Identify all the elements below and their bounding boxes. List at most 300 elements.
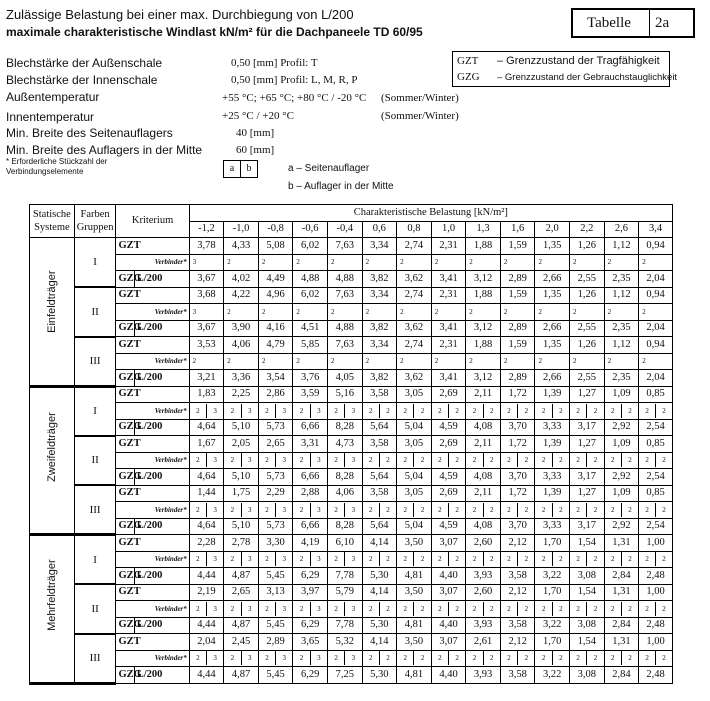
fastener-value: 2 (645, 654, 649, 663)
criterion-l200: L/200 (134, 370, 189, 387)
fastener-value: 2 (541, 505, 546, 514)
fastener-value: 2 (611, 604, 615, 613)
fastener-count (431, 254, 466, 271)
fastener-count (362, 551, 397, 568)
fastener-value: 2 (296, 258, 300, 267)
fastener-count (639, 650, 673, 667)
fastener-count (466, 403, 501, 420)
gzg-value: 4,64 (189, 419, 224, 436)
gzt-value: 1,27 (570, 485, 605, 502)
fastener-count (397, 452, 432, 469)
fastener-count (431, 551, 466, 568)
document-title: Zulässige Belastung bei einer max. Durchbiegung von L/200 (6, 7, 354, 22)
fastener-count (604, 601, 639, 618)
fastener-value: 2 (368, 505, 373, 514)
gzt-value: 3,30 (258, 535, 293, 552)
criterion-l200: L/200 (134, 617, 189, 634)
fastener-value: 2 (413, 503, 430, 517)
gzg-value: 3,58 (500, 568, 535, 585)
gzg-value: 8,28 (327, 419, 362, 436)
fastener-value: 2 (448, 552, 465, 566)
fastener-value: 2 (507, 406, 511, 415)
gzg-value: 7,78 (327, 617, 362, 634)
fastener-count (293, 452, 328, 469)
fastener-value: 2 (552, 503, 569, 517)
fastener-count (639, 304, 673, 321)
fastener-value: 2 (642, 307, 646, 316)
gzg-value: 3,33 (535, 469, 570, 486)
fastener-value: 3 (241, 651, 258, 665)
fastener-count (397, 254, 432, 271)
fastener-value: 2 (586, 404, 603, 418)
fastener-count (570, 403, 605, 420)
fastener-count (535, 502, 570, 519)
gzg-value: 8,28 (327, 518, 362, 535)
load-value-header: 1,6 (500, 221, 535, 238)
fastener-count (570, 452, 605, 469)
fastener-value: 2 (379, 651, 396, 665)
load-value-header: -0,4 (327, 221, 362, 238)
fastener-value: 2 (655, 503, 672, 517)
load-value-header: 2,2 (570, 221, 605, 238)
fastener-count (224, 650, 259, 667)
fastener-value: 2 (576, 604, 580, 613)
gzg-value: 4,88 (327, 320, 362, 337)
legend-code: GZT (457, 55, 479, 67)
fastener-count (570, 304, 605, 321)
gzg-value: 4,05 (327, 370, 362, 387)
fastener-value: 2 (655, 602, 672, 616)
gzt-value: 5,79 (327, 584, 362, 601)
gzt-value: 5,32 (327, 634, 362, 651)
group-id: I (74, 238, 116, 288)
param-note: (Sommer/Winter) (381, 92, 459, 104)
fastener-value: 2 (645, 604, 649, 613)
criterion-gzt: GZT (116, 337, 189, 354)
gzt-value: 3,07 (431, 535, 466, 552)
gzt-value: 3,58 (362, 386, 397, 403)
legend-box (452, 51, 678, 87)
gzg-value: 3,82 (362, 320, 397, 337)
criterion-l200: L/200 (134, 419, 189, 436)
gzt-value: 3,59 (293, 386, 328, 403)
gzt-value: 3,65 (293, 634, 328, 651)
gzg-value: 3,67 (189, 320, 224, 337)
gzg-value: 3,33 (535, 518, 570, 535)
gzt-value: 4,14 (362, 535, 397, 552)
fastener-count (258, 452, 293, 469)
fastener-count (362, 452, 397, 469)
gzg-value: 2,66 (535, 370, 570, 387)
fastener-value: 2 (472, 555, 477, 564)
gzg-value: 2,04 (639, 370, 673, 387)
criterion-fasteners: Verbinder* (116, 353, 189, 370)
gzg-value: 2,89 (500, 320, 535, 337)
fastener-count (466, 551, 501, 568)
gzt-value: 3,58 (362, 436, 397, 453)
gzg-value: 5,64 (362, 518, 397, 535)
gzt-value: 0,94 (639, 238, 673, 255)
fastener-value: 3 (275, 651, 292, 665)
gzt-value: 2,61 (466, 634, 501, 651)
fastener-value: 2 (434, 357, 439, 366)
gzg-value: 5,04 (397, 469, 432, 486)
gzt-value: 2,74 (397, 238, 432, 255)
fastener-count (604, 254, 639, 271)
fastener-value: 2 (400, 307, 404, 316)
fastener-count (500, 452, 535, 469)
gzg-value: 4,02 (224, 271, 259, 288)
gzg-value: 5,10 (224, 469, 259, 486)
fastener-value: 2 (507, 505, 511, 514)
gzg-value: 5,64 (362, 469, 397, 486)
fastener-count (431, 452, 466, 469)
gzt-value: 2,60 (466, 535, 501, 552)
gzg-value: 4,81 (397, 617, 432, 634)
fastener-value: 2 (552, 651, 569, 665)
gzg-value: 4,16 (258, 320, 293, 337)
fastener-value: 2 (368, 654, 373, 663)
gzg-value: 3,62 (397, 370, 432, 387)
gzg-value: 4,87 (224, 667, 259, 684)
criterion-l200: L/200 (134, 568, 189, 585)
gzt-value: 1,44 (189, 485, 224, 502)
param-value: +25 °C / +20 °C (222, 110, 294, 122)
fastener-count (604, 304, 639, 321)
fastener-value: 3 (206, 503, 223, 517)
fastener-count (604, 403, 639, 420)
table-number-box (571, 8, 695, 38)
legend-desc: – Grenzzustand der Gebrauchstauglichkeit (497, 72, 678, 83)
fastener-value: 2 (400, 357, 404, 366)
fastener-value: 2 (296, 357, 300, 366)
gzt-value: 1,54 (570, 535, 605, 552)
gzt-value: 1,35 (535, 337, 570, 354)
gzg-value: 3,41 (431, 370, 466, 387)
fastener-value: 2 (299, 654, 304, 663)
gzt-value: 2,28 (189, 535, 224, 552)
criterion-l200: L/200 (134, 320, 189, 337)
gzt-value: 1,12 (604, 238, 639, 255)
gzg-value: 2,35 (604, 320, 639, 337)
header-load: Charakteristische Belastung [kN/m²] (189, 205, 672, 222)
gzg-value: 2,04 (639, 271, 673, 288)
criterion-fasteners: Verbinder* (116, 403, 189, 420)
fastener-value: 2 (538, 357, 542, 366)
fastener-value: 2 (586, 651, 603, 665)
gzg-value: 2,89 (500, 271, 535, 288)
gzg-value: 6,29 (293, 667, 328, 684)
fastener-count (500, 403, 535, 420)
fastener-value: 2 (576, 555, 580, 564)
fastener-value: 2 (265, 406, 269, 415)
fastener-value: 2 (507, 604, 511, 613)
fastener-value: 2 (586, 552, 603, 566)
fastener-value: 3 (310, 651, 327, 665)
fastener-count (639, 601, 673, 618)
gzg-value: 2,04 (639, 320, 673, 337)
group-id: II (74, 287, 116, 337)
gzt-value: 7,63 (327, 337, 362, 354)
fastener-value: 2 (438, 555, 442, 564)
fastener-count (500, 353, 535, 370)
fastener-count (327, 353, 362, 370)
gzt-value: 0,85 (639, 386, 673, 403)
fastener-value: 3 (241, 503, 258, 517)
gzg-value: 6,29 (293, 568, 328, 585)
fastener-value: 2 (299, 406, 304, 415)
fastener-value: 2 (472, 604, 477, 613)
gzg-value: 6,66 (293, 518, 328, 535)
criterion-gzg: GZG (116, 271, 134, 288)
gzt-value: 4,96 (258, 287, 293, 304)
fastener-value: 2 (655, 651, 672, 665)
load-value-header: 2,6 (604, 221, 639, 238)
load-table (29, 204, 673, 685)
gzt-value: 3,50 (397, 634, 432, 651)
group-id: II (74, 436, 116, 486)
fastener-count (535, 353, 570, 370)
criterion-gzt: GZT (116, 535, 189, 552)
gzg-value: 3,22 (535, 617, 570, 634)
fastener-count (397, 353, 432, 370)
fastener-count (604, 650, 639, 667)
fastener-count (258, 551, 293, 568)
fastener-count (431, 353, 466, 370)
fastener-value: 3 (344, 602, 361, 616)
fastener-value: 2 (645, 456, 649, 465)
header-criterion: Kriterium (116, 205, 189, 238)
gzt-value: 2,19 (189, 584, 224, 601)
fastener-value: 2 (517, 404, 534, 418)
fastener-value: 3 (206, 404, 223, 418)
fastener-value: 2 (645, 505, 649, 514)
gzg-value: 3,62 (397, 320, 432, 337)
gzg-value: 3,70 (500, 518, 535, 535)
param-value: 40 [mm] (236, 127, 275, 139)
fastener-count (570, 551, 605, 568)
system-name (30, 535, 75, 684)
fastener-value: 3 (310, 404, 327, 418)
gzg-value: 4,08 (466, 419, 501, 436)
fastener-value: 2 (503, 307, 508, 316)
criterion-gzg: GZG (116, 617, 134, 634)
criterion-gzt: GZT (116, 238, 189, 255)
ab-box (223, 160, 258, 178)
fastener-value: 2 (403, 604, 408, 613)
fastener-count (224, 304, 259, 321)
criterion-fasteners: Verbinder* (116, 502, 189, 519)
fastener-value: 2 (483, 651, 500, 665)
fastener-value: 2 (227, 258, 231, 267)
gzg-value: 2,35 (604, 370, 639, 387)
fastener-count (327, 304, 362, 321)
fastener-value: 2 (541, 456, 546, 465)
ab-legend-a: a – Seitenauflager (288, 163, 370, 174)
gzt-value: 6,02 (293, 287, 328, 304)
gzt-value: 3,58 (362, 485, 397, 502)
fastener-count (397, 304, 432, 321)
fastener-value: 2 (438, 406, 442, 415)
gzt-value: 0,94 (639, 337, 673, 354)
criterion-gzg: GZG (116, 370, 134, 387)
fastener-value: 2 (438, 654, 442, 663)
fastener-value: 3 (344, 404, 361, 418)
gzg-value: 3,12 (466, 370, 501, 387)
fastener-count (189, 254, 224, 271)
fastener-value: 3 (275, 602, 292, 616)
footnote: * Erforderliche Stückzahl der Verbindungselemente (6, 157, 108, 176)
fastener-value: 2 (538, 307, 542, 316)
fastener-value: 2 (611, 654, 615, 663)
gzt-value: 4,06 (327, 485, 362, 502)
fastener-count (535, 551, 570, 568)
fastener-value: 2 (541, 654, 546, 663)
gzt-value: 3,07 (431, 584, 466, 601)
param-label: Innentemperatur (6, 110, 95, 124)
gzt-value: 6,10 (327, 535, 362, 552)
fastener-count (327, 254, 362, 271)
fastener-count (431, 304, 466, 321)
fastener-value: 2 (541, 604, 546, 613)
fastener-count (466, 353, 501, 370)
param-note: (Sommer/Winter) (381, 110, 459, 122)
system-name (30, 386, 75, 535)
fastener-value: 2 (413, 552, 430, 566)
gzt-value: 2,05 (224, 436, 259, 453)
gzg-value: 3,22 (535, 667, 570, 684)
fastener-count (224, 452, 259, 469)
gzg-value: 4,44 (189, 568, 224, 585)
gzt-value: 1,09 (604, 386, 639, 403)
gzg-value: 2,54 (639, 419, 673, 436)
fastener-count (293, 650, 328, 667)
fastener-value: 2 (365, 357, 370, 366)
gzg-value: 5,30 (362, 617, 397, 634)
fastener-value: 2 (261, 357, 266, 366)
gzt-value: 1,26 (570, 337, 605, 354)
gzg-value: 2,92 (604, 469, 639, 486)
system-name (30, 238, 75, 387)
fastener-value: 2 (265, 456, 269, 465)
fastener-value: 2 (645, 555, 649, 564)
gzg-value: 5,45 (258, 667, 293, 684)
fastener-value: 2 (230, 604, 235, 613)
system-label: Einfeldträger (45, 270, 58, 334)
gzt-value: 4,22 (224, 287, 259, 304)
fastener-value: 2 (483, 552, 500, 566)
criterion-gzt: GZT (116, 634, 189, 651)
gzg-value: 4,59 (431, 518, 466, 535)
fastener-value: 2 (576, 406, 580, 415)
ab-label: b (240, 161, 257, 177)
fastener-count (327, 650, 362, 667)
gzg-value: 2,84 (604, 617, 639, 634)
gzt-value: 4,73 (327, 436, 362, 453)
fastener-value: 3 (310, 503, 327, 517)
fastener-value: 2 (472, 654, 477, 663)
criterion-gzg: GZG (116, 568, 134, 585)
gzt-value: 1,67 (189, 436, 224, 453)
gzg-value: 4,87 (224, 568, 259, 585)
header-systems: Statische Systeme (30, 205, 75, 238)
fastener-value: 2 (230, 406, 235, 415)
fastener-value: 2 (655, 453, 672, 467)
group-id: III (74, 634, 116, 684)
gzg-value: 3,58 (500, 667, 535, 684)
gzt-value: 1,39 (535, 386, 570, 403)
fastener-count (362, 601, 397, 618)
gzt-value: 3,05 (397, 436, 432, 453)
fastener-value: 2 (265, 604, 269, 613)
gzt-value: 4,14 (362, 634, 397, 651)
fastener-value: 2 (196, 406, 200, 415)
fastener-count (189, 304, 224, 321)
fastener-count (535, 403, 570, 420)
fastener-value: 3 (344, 552, 361, 566)
gzt-value: 1,35 (535, 287, 570, 304)
fastener-value: 2 (448, 404, 465, 418)
gzt-value: 1,31 (604, 584, 639, 601)
gzt-value: 1,88 (466, 337, 501, 354)
fastener-count (570, 502, 605, 519)
fastener-count (397, 502, 432, 519)
fastener-value: 3 (344, 503, 361, 517)
gzt-value: 1,70 (535, 634, 570, 651)
fastener-count (189, 601, 224, 618)
gzt-value: 3,13 (258, 584, 293, 601)
gzt-value: 1,54 (570, 634, 605, 651)
fastener-value: 2 (265, 654, 269, 663)
fastener-count (362, 353, 397, 370)
gzg-value: 2,48 (639, 568, 673, 585)
gzt-value: 3,50 (397, 535, 432, 552)
gzt-value: 3,34 (362, 337, 397, 354)
gzg-value: 2,66 (535, 271, 570, 288)
fastener-value: 2 (403, 505, 408, 514)
fastener-count (293, 353, 328, 370)
legend-desc: – Grenzzustand der Tragfähigkeit (497, 55, 660, 67)
gzt-value: 3,05 (397, 386, 432, 403)
fastener-count (224, 601, 259, 618)
gzg-value: 5,30 (362, 568, 397, 585)
gzg-value: 2,92 (604, 419, 639, 436)
fastener-value: 2 (438, 456, 442, 465)
fastener-count (397, 551, 432, 568)
criterion-gzg: GZG (116, 469, 134, 486)
gzt-value: 4,19 (293, 535, 328, 552)
header-colour-groups: Farben Gruppen (74, 205, 116, 238)
fastener-value: 2 (573, 307, 577, 316)
fastener-count (224, 551, 259, 568)
group-id: II (74, 584, 116, 634)
gzg-value: 3,93 (466, 617, 501, 634)
gzg-value: 2,54 (639, 469, 673, 486)
fastener-value: 2 (642, 357, 646, 366)
gzt-value: 1,31 (604, 535, 639, 552)
gzg-value: 2,55 (570, 320, 605, 337)
fastener-value: 2 (621, 503, 638, 517)
gzg-value: 3,76 (293, 370, 328, 387)
fastener-value: 2 (611, 505, 615, 514)
gzg-value: 3,21 (189, 370, 224, 387)
fastener-value: 2 (483, 602, 500, 616)
fastener-value: 2 (621, 453, 638, 467)
fastener-value: 2 (586, 602, 603, 616)
gzg-value: 7,25 (327, 667, 362, 684)
criterion-fasteners: Verbinder* (116, 551, 189, 568)
fastener-value: 3 (206, 602, 223, 616)
